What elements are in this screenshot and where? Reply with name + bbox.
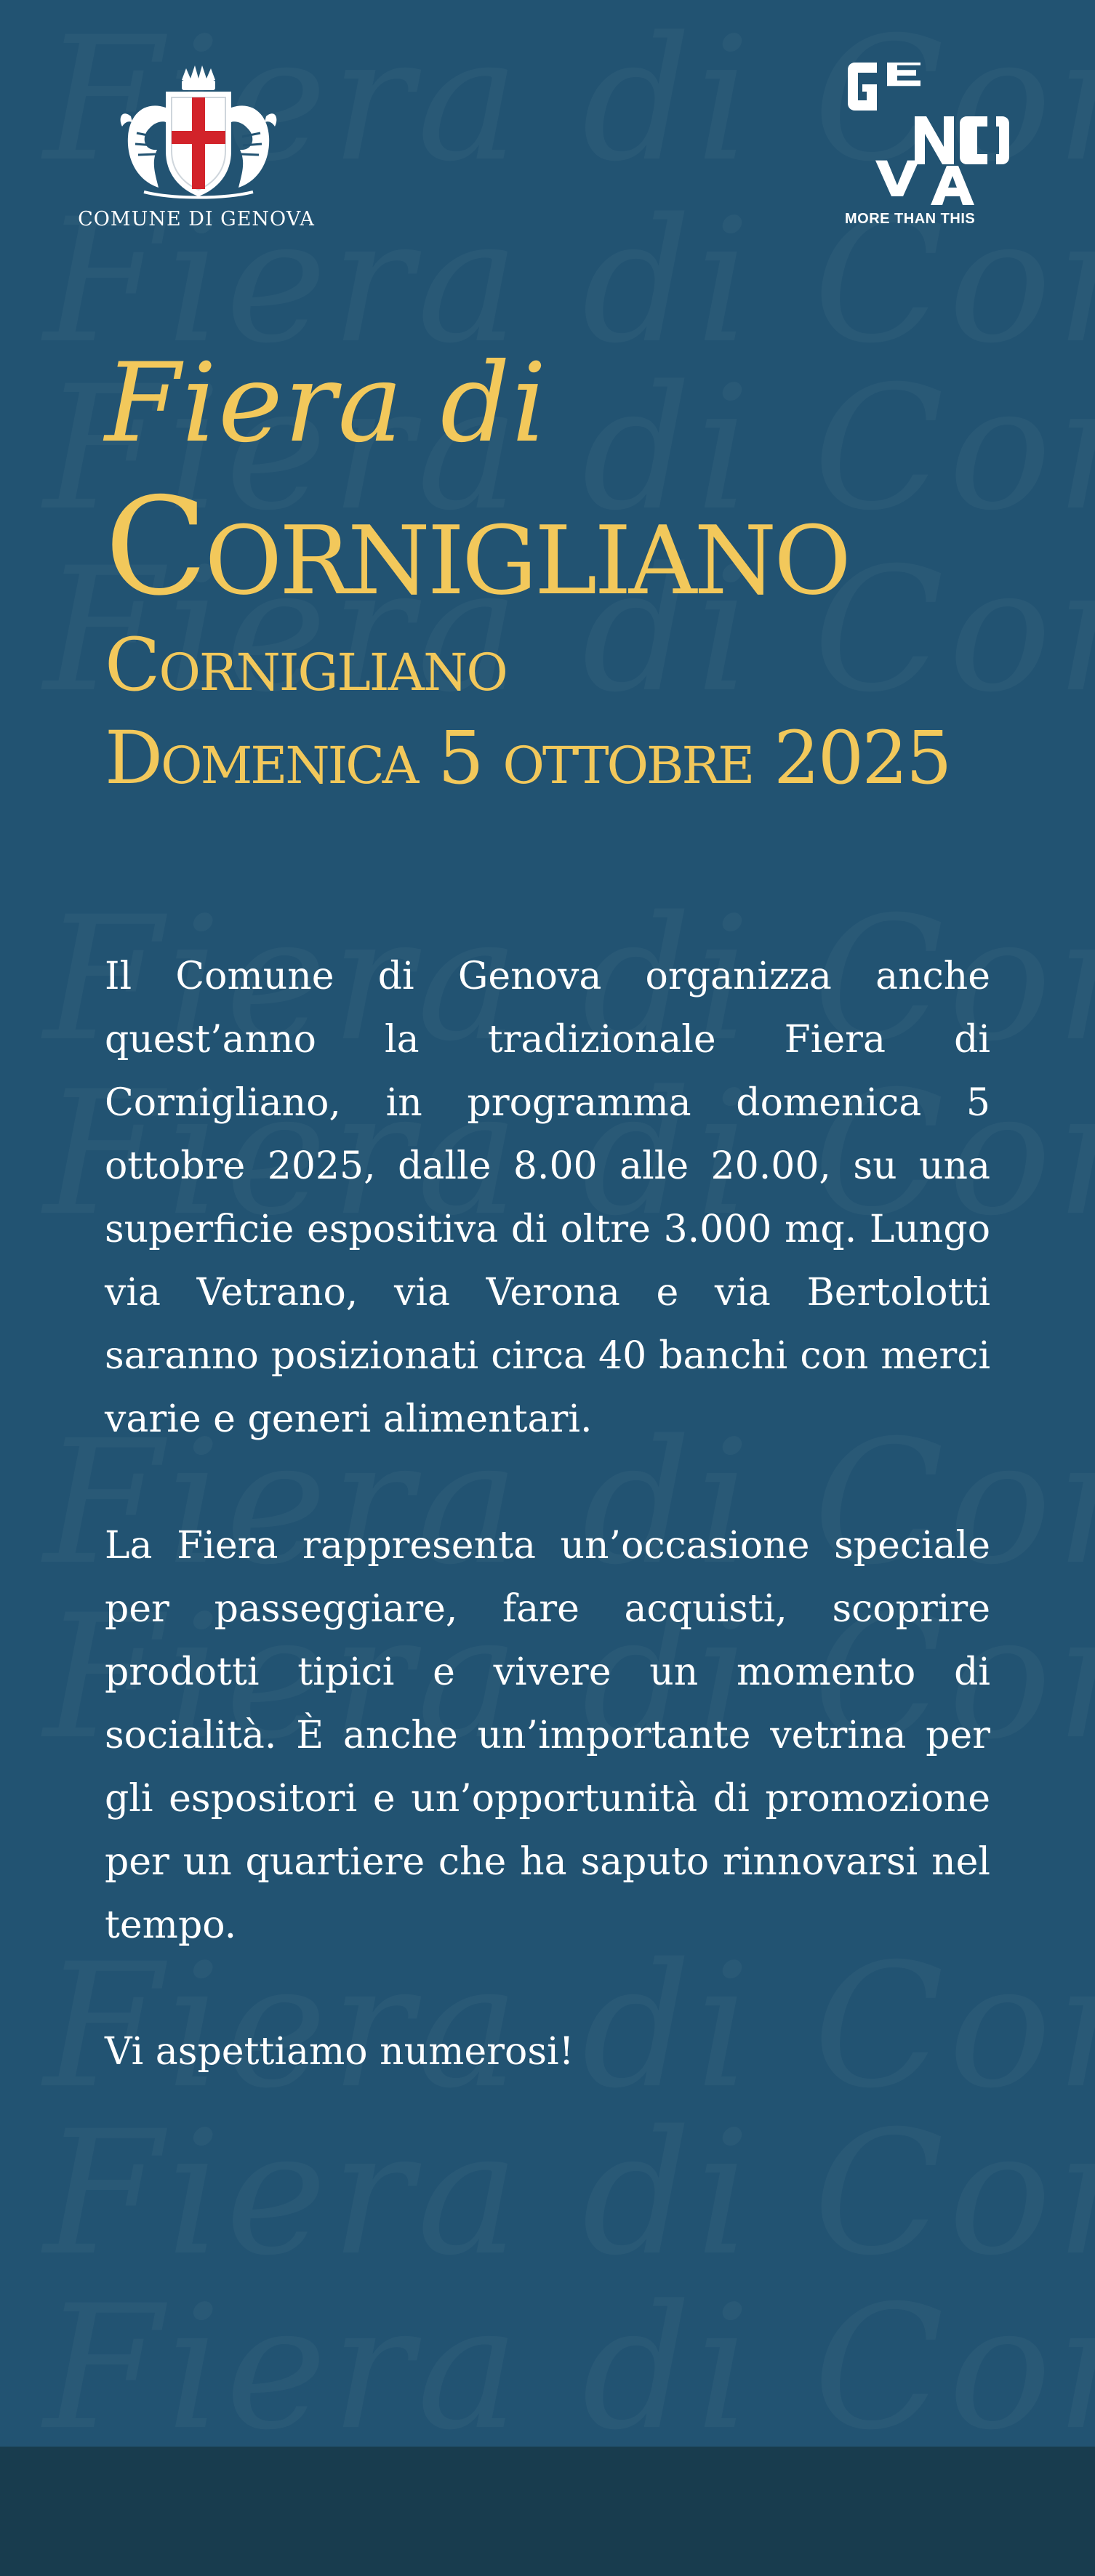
genova-crest-icon [115, 64, 282, 202]
closing-line: Vi aspettiamo numerosi! [105, 2030, 574, 2074]
description-paragraph: La Fiera rappresenta un’occasione speciale per passeggiare, fare acquisti, scoprire prodotti tipici e vivere un momento di socialità. È anche un’importante vetrina per gli espositori e un’opportunità di promozione per un quartiere che ha saputo rinnovarsi nel tempo. [105, 1524, 990, 1947]
comune-di-genova-logo [71, 64, 321, 238]
description-paragraph: Il Comune di Genova organizza anche quest’anno la tradizionale Fiera di Cornigliano, in programma domenica 5 ottobre 2025, dalle 8.00 alle 20.00, su una superficie espositiva di oltre 3.000 mq. Lungo via Vetrano, via Verona e via Bertolotti saranno posizionati circa 40 banchi con merci varie e generi alimentari. [105, 955, 990, 1441]
footer-band [0, 2447, 1095, 2576]
watermark-line [44, 2283, 1095, 2447]
genova-logo-tagline: MORE THAN THIS [845, 211, 976, 227]
genova-wordmark-icon [842, 63, 1024, 208]
event-location: Cornigliano [105, 622, 507, 707]
event-date: Domenica 5 ottobre 2025 [105, 715, 950, 801]
event-title: Cornigliano [105, 468, 849, 625]
comune-logo-label: COMUNE DI GENOVA [78, 208, 315, 230]
event-description [105, 945, 990, 2147]
title-script: Fiera di [105, 340, 548, 467]
genova-brand-logo [842, 63, 1024, 230]
event-title-block [105, 340, 992, 801]
